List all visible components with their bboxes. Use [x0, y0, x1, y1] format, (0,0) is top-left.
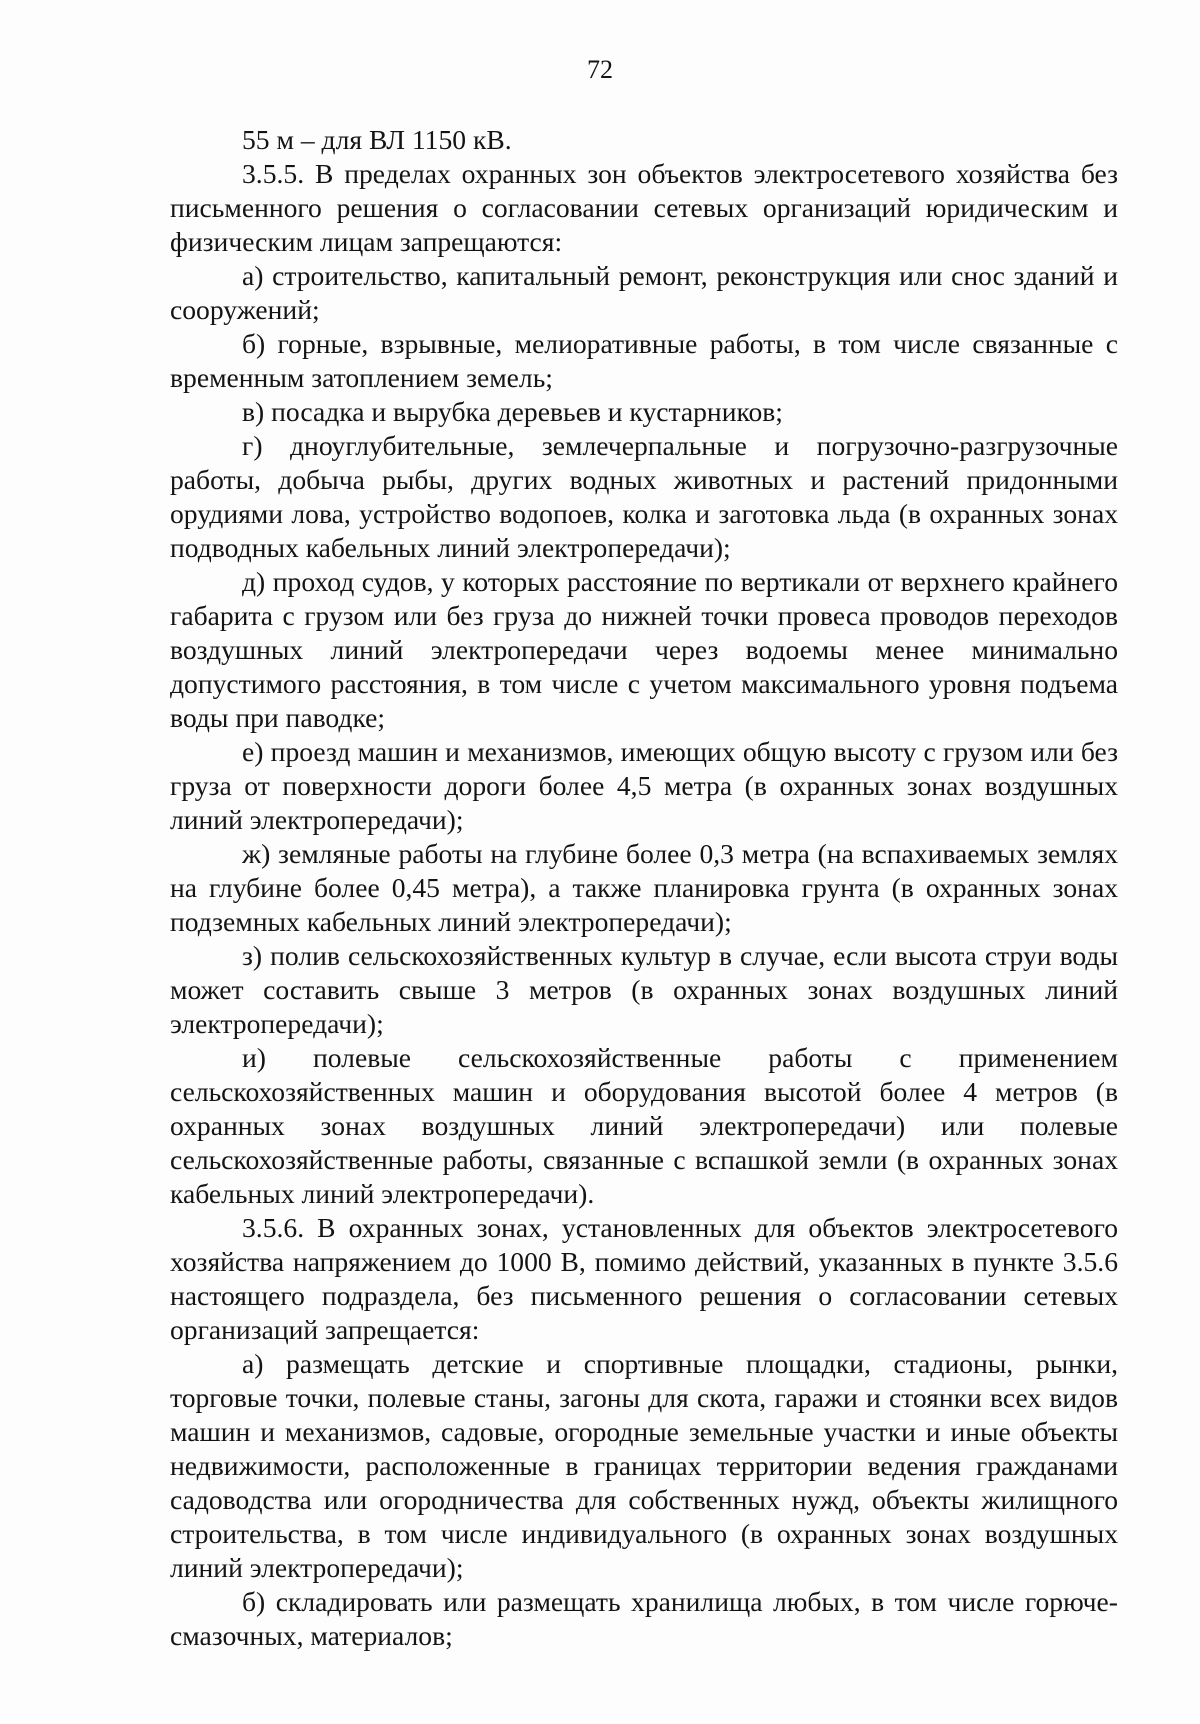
list-item-b-storage: б) складировать или размещать хранилища любых, в том числе горюче-смазочных, материалов; [170, 1586, 1118, 1651]
paragraph-distance-1150kv: 55 м – для ВЛ 1150 кВ. [242, 124, 512, 155]
paragraph-3-5-5: 3.5.5. В пределах охранных зон объектов электросетевого хозяйства без письменного решения о согласовании сетевых организаций юридическим и физическим лицам запрещаются: [170, 158, 1118, 257]
document-body [170, 123, 1118, 1653]
page-number: 72 [587, 55, 613, 84]
list-item-e-vehicle-passage: е) проезд машин и механизмов, имеющих общую высоту с грузом или без груза от поверхности дороги более 4,5 метра (в охранных зонах воздушных линий электропередачи); [170, 736, 1118, 835]
paragraph-3-5-6: 3.5.6. В охранных зонах, установленных для объектов электросетевого хозяйства напряжением до 1000 В, помимо действий, указанных в пункте 3.5.6 настоящего подраздела, без письменного решения о согласовании сетевых организаций запрещается: [170, 1212, 1118, 1345]
list-item-g-dredging: г) дноуглубительные, землечерпальные и погрузочно-разгрузочные работы, добыча рыбы, других водных животных и растений придонными орудиями лова, устройство водопоев, колка и заготовка льда (в охранных зонах подводных кабельных линий электропередачи); [170, 430, 1118, 563]
list-item-a-placement: а) размещать детские и спортивные площадки, стадионы, рынки, торговые точки, полевые станы, загоны для скота, гаражи и стоянки всех видов машин и механизмов, садовые, огородные земельные участки и иные объекты недвижимости, расположенные в границах территории ведения гражданами садоводства или огородничества для собственных нужд, объекты жилищного строительства, в том числе индивидуального (в охранных зонах воздушных линий электропередачи); [170, 1348, 1118, 1583]
list-item-a-construction: а) строительство, капитальный ремонт, реконструкция или снос зданий и сооружений; [170, 260, 1118, 325]
list-item-b-mining-works: б) горные, взрывные, мелиоративные работы, в том числе связанные с временным затоплением земель; [170, 328, 1118, 393]
list-item-d-vessel-passage: д) проход судов, у которых расстояние по вертикали от верхнего крайнего габарита с грузом или без груза до нижней точки провеса проводов переходов воздушных линий электропередачи через водоемы менее минимально допустимого расстояния, в том числе с учетом максимального уровня подъема воды при паводке; [170, 566, 1118, 733]
list-item-z-irrigation: з) полив сельскохозяйственных культур в случае, если высота струи воды может составить свыше 3 метров (в охранных зонах воздушных линий электропередачи); [170, 940, 1118, 1039]
list-item-v-planting: в) посадка и вырубка деревьев и кустарников; [242, 396, 783, 427]
list-item-zh-earthworks: ж) земляные работы на глубине более 0,3 метра (на вспахиваемых землях на глубине более 0,45 метра), а также планировка грунта (в охранных зонах подземных кабельных линий электропередачи); [170, 838, 1118, 937]
list-item-i-field-works: и) полевые сельскохозяйственные работы с применением сельскохозяйственных машин и оборудования высотой более 4 метров (в охранных зонах воздушных линий электропередачи) или полевые сельскохозяйственные работы, связанные с вспашкой земли (в охранных зонах кабельных линий электропередачи). [170, 1042, 1118, 1209]
